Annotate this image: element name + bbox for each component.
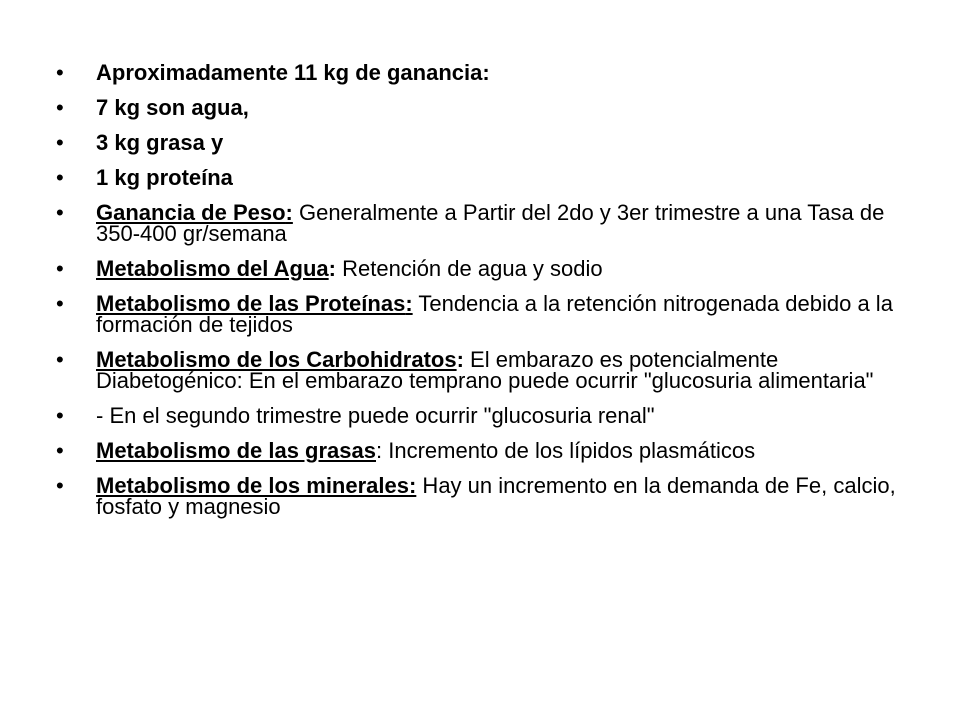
item-term: Metabolismo de los minerales <box>96 473 409 498</box>
item-text: Retención de agua y sodio <box>335 256 603 281</box>
bullet-icon: • <box>56 438 64 463</box>
item-text: Hay un incremento en la demanda de Fe, calcio, fosfato y magnesio <box>96 473 896 519</box>
item-text: - En el segundo trimestre puede ocurrir "glucosuria renal" <box>96 403 655 428</box>
bullet-icon: • <box>56 95 64 120</box>
item-term-separator: : <box>408 473 417 498</box>
bullet-icon: • <box>56 165 64 190</box>
item-term: Metabolismo de las Proteínas <box>96 291 406 316</box>
item-text: Generalmente a Partir del 2do y 3er trimestre a una Tasa de 350-400 gr/semana <box>96 200 885 246</box>
item-text: 3 kg grasa y <box>96 130 224 155</box>
list-item-protein-metabolism <box>56 293 916 335</box>
item-text: 7 kg son agua, <box>96 95 249 120</box>
list-item-water-metabolism <box>56 258 916 279</box>
bullet-icon: • <box>56 200 64 225</box>
list-item-second-trimester <box>56 405 916 426</box>
item-term-separator: : <box>328 256 336 281</box>
item-term-separator: : <box>285 200 293 225</box>
list-item-water <box>56 97 916 118</box>
list-item-total-gain <box>56 62 916 83</box>
item-term: Metabolismo de los Carbohidratos <box>96 347 457 372</box>
bullet-list <box>56 62 916 531</box>
item-term: Ganancia de Peso <box>96 200 286 225</box>
bullet-icon: • <box>56 130 64 155</box>
item-term-separator: : <box>456 347 464 372</box>
list-item-fat-metabolism <box>56 440 916 461</box>
item-term-separator: : <box>405 291 413 316</box>
bullet-icon: • <box>56 60 64 85</box>
list-item-fat <box>56 132 916 153</box>
item-text: Aproximadamente 11 kg de ganancia: <box>96 60 490 85</box>
list-item-weight-gain <box>56 202 916 244</box>
bullet-icon: • <box>56 291 64 316</box>
list-item-carbohydrate-metabolism <box>56 349 916 391</box>
list-item-protein <box>56 167 916 188</box>
item-text: 1 kg proteína <box>96 165 233 190</box>
bullet-icon: • <box>56 256 64 281</box>
item-term: Metabolismo del Agua <box>96 256 329 281</box>
bullet-icon: • <box>56 403 64 428</box>
item-term: Metabolismo de las grasas <box>96 438 376 463</box>
item-text: Tendencia a la retención nitrogenada debido a la formación de tejidos <box>96 291 893 337</box>
item-text: Incremento de los lípidos plasmáticos <box>382 438 756 463</box>
item-term-separator: : <box>376 438 383 463</box>
list-item-mineral-metabolism <box>56 475 916 517</box>
bullet-icon: • <box>56 473 64 498</box>
bullet-icon: • <box>56 347 64 372</box>
item-text: El embarazo es potencialmente Diabetogénico: En el embarazo temprano puede ocurrir "glucosuria alimentaria" <box>96 347 874 393</box>
